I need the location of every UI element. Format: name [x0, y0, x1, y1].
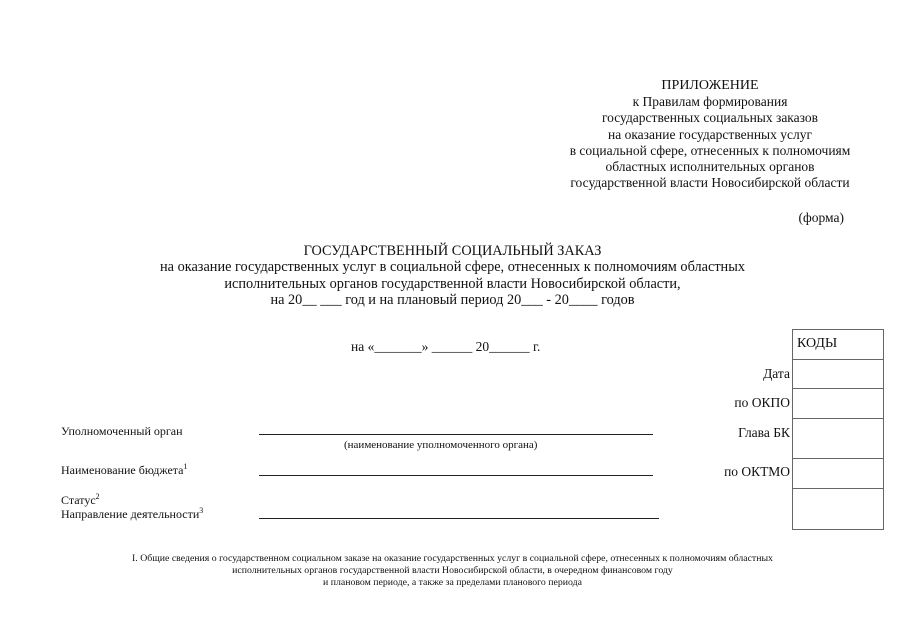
code-cell-budget-chapter[interactable]: [793, 418, 883, 458]
budget-name-label: [61, 463, 188, 477]
title-subline: на оказание государственных услуг в социальной сфере, отнесенных к полномочиям областных: [160, 259, 745, 276]
appendix-line: государственной власти Новосибирской области: [570, 175, 850, 191]
appendix-block: [520, 78, 900, 191]
authorized-body-caption: (наименование уполномоченного органа): [344, 439, 538, 451]
codes-table: [792, 329, 884, 530]
title-block: [100, 243, 805, 309]
authorized-body-label: Уполномоченный орган: [61, 424, 183, 438]
footnote-mark: 3: [199, 506, 204, 515]
code-cell-date[interactable]: [793, 359, 883, 388]
budget-name-field[interactable]: [259, 475, 653, 476]
code-cell-empty[interactable]: [793, 488, 883, 529]
status-label: [61, 493, 100, 507]
code-cell-oktmo[interactable]: [793, 458, 883, 488]
appendix-line: государственных социальных заказов: [601, 110, 819, 126]
appendix-line: в социальной сфере, отнесенных к полномочиям: [569, 142, 851, 158]
section-note-line: I. Общие сведения о государственном социальном заказе на оказание государственных услуг в социальной сфере, отнесенных к полномочиям областных: [132, 553, 773, 564]
activity-field[interactable]: [259, 518, 659, 519]
code-label-okpo: по ОКПО: [734, 395, 790, 410]
appendix-line: областных исполнительных органов: [605, 159, 815, 175]
authorized-body-field[interactable]: [259, 434, 653, 435]
budget-name-text: Наименование бюджета: [61, 463, 184, 477]
date-line: на «_______» ______ 20______ г.: [351, 339, 541, 354]
code-cell-okpo[interactable]: [793, 388, 883, 418]
activity-label: [61, 507, 203, 521]
section-note-line: и плановом периоде, а также за пределами планового периода: [323, 577, 582, 588]
appendix-line: к Правилам формирования: [632, 94, 788, 110]
activity-text: Направление деятельности: [61, 507, 200, 521]
code-label-date: Дата: [763, 366, 790, 381]
code-label-oktmo: по ОКТМО: [724, 464, 790, 479]
appendix-line: на оказание государственных услуг: [607, 126, 813, 142]
title-period-line: на 20__ ___ год и на плановый период 20___ - 20____ годов: [270, 292, 635, 309]
title-subline: исполнительных органов государственной власти Новосибирской области,: [224, 275, 681, 292]
codes-header: КОДЫ: [797, 336, 838, 351]
appendix-heading: ПРИЛОЖЕНИЕ: [661, 78, 759, 93]
section-note-line: исполнительных органов государственной власти Новосибирской области, в очередном финансовом году: [232, 565, 673, 576]
section-note: [60, 553, 845, 589]
status-text: Статус: [61, 493, 96, 507]
form-label: (форма): [798, 210, 844, 225]
code-label-budget-chapter: Глава БК: [738, 425, 790, 440]
document-title: ГОСУДАРСТВЕННЫЙ СОЦИАЛЬНЫЙ ЗАКАЗ: [303, 243, 602, 259]
footnote-mark: 1: [183, 462, 188, 471]
footnote-mark: 2: [95, 492, 100, 501]
